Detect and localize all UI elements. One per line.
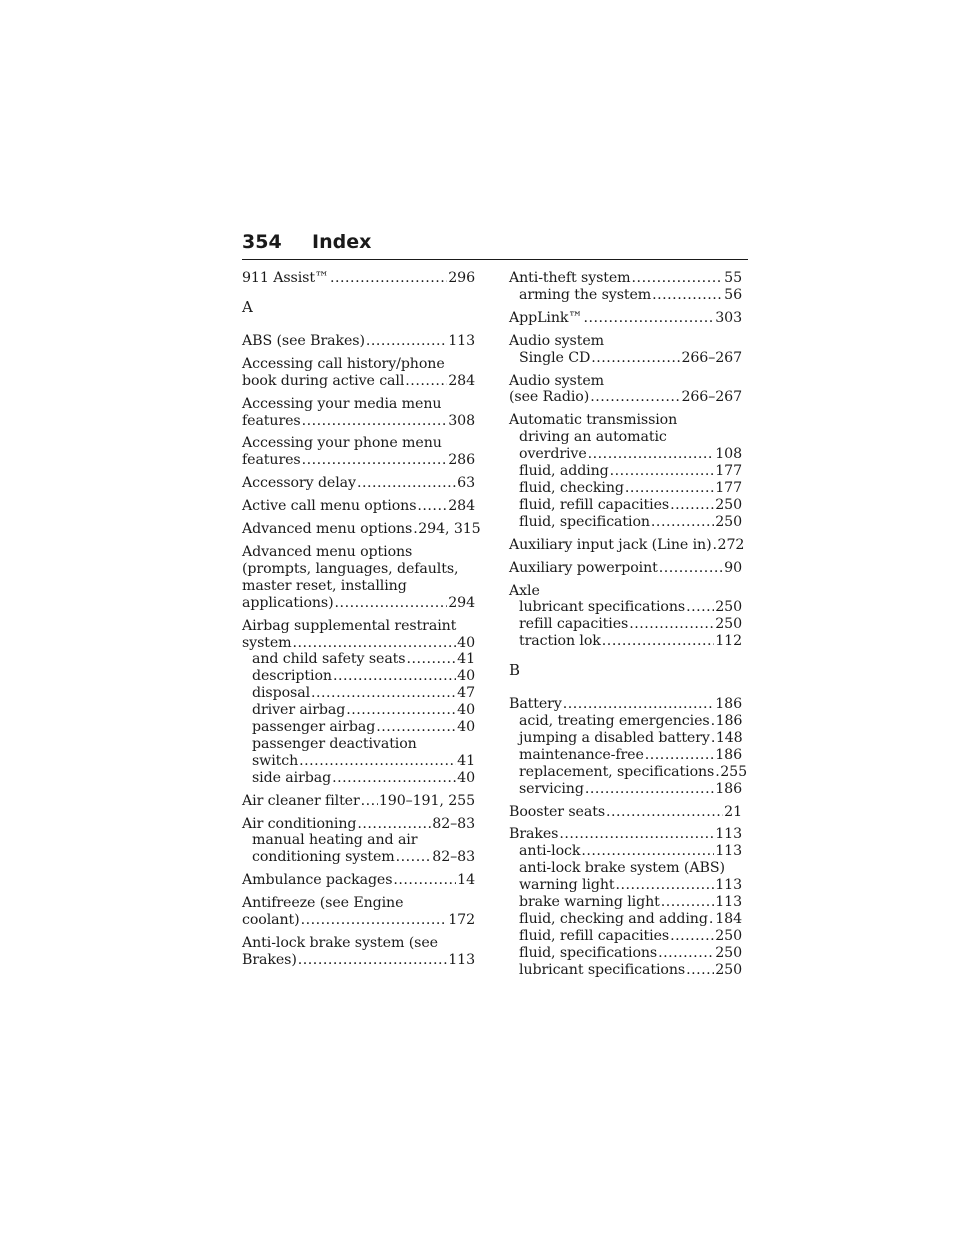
- entry-text: side airbag: [252, 769, 332, 786]
- index-subentry: [509, 928, 742, 945]
- index-subentry: [509, 763, 748, 781]
- index-entry: Accessing call history/phone book during active call ..... 284: [242, 356, 475, 390]
- dot-leader: [302, 452, 448, 469]
- dot-leader: [332, 770, 456, 787]
- page-ref: 55: [724, 270, 742, 286]
- page-ref: 186: [715, 713, 743, 730]
- dot-leader: [330, 270, 447, 287]
- entry-text: overdrive: [519, 446, 587, 463]
- dot-leader: [563, 696, 714, 713]
- entry-text: Active call menu options: [242, 498, 417, 515]
- index-subentry: [509, 894, 742, 911]
- page-ref: 40: [457, 702, 475, 719]
- dot-leader: [302, 413, 448, 430]
- page-header: [242, 229, 748, 260]
- dot-leader: [406, 651, 456, 668]
- entry-text: disposal: [252, 685, 311, 702]
- entry-text: AppLink™: [509, 309, 583, 326]
- index-subentry: [509, 446, 742, 463]
- entry-text: acid, treating emergencies: [519, 713, 710, 730]
- index-subentry: [509, 350, 742, 367]
- index-entry: Automatic transmission driving an automatic overdrive ..... 108 fluid, adding ..... 177 fluid, checking ..... 177 fluid, refill capacities ..... 250 fluid, specification ..... 250: [509, 412, 742, 530]
- entry-text: applications): [242, 594, 334, 611]
- dot-leader: [298, 952, 447, 969]
- page-ref: 41: [457, 651, 475, 668]
- page-ref: 266–267: [681, 349, 742, 366]
- section-letter: B: [509, 661, 521, 680]
- page-number: 354: [242, 231, 282, 253]
- entry-text: Ambulance packages: [242, 872, 393, 889]
- page-ref: 186: [715, 746, 742, 763]
- entry-text: maintenance-free: [519, 746, 644, 763]
- dot-leader: [606, 804, 723, 821]
- entry-text: servicing: [519, 780, 584, 797]
- dot-leader: [396, 849, 432, 866]
- dot-leader: [652, 287, 723, 304]
- page-ref: 40: [457, 719, 475, 736]
- entry-text: Auxiliary powerpoint: [509, 559, 658, 576]
- entry-text: book during active call: [242, 372, 405, 389]
- page-ref: 284: [448, 372, 475, 389]
- index-subentry: [242, 685, 475, 702]
- dot-leader: [361, 793, 378, 810]
- dot-leader: [659, 560, 723, 577]
- entry-text: traction lok: [519, 633, 601, 650]
- page-ref: 40: [457, 769, 475, 786]
- index-entry: Antifreeze (see Engine coolant) ..... 172: [242, 895, 475, 929]
- entry-text: features: [242, 452, 301, 469]
- index-subentry: [509, 463, 742, 480]
- index-subentry: [509, 713, 742, 730]
- entry-text: jumping a disabled battery: [519, 729, 710, 746]
- index-entry: Audio system Single CD ..... 266–267: [509, 333, 742, 367]
- entry-text: passenger airbag: [252, 719, 376, 736]
- dot-leader: [711, 730, 715, 747]
- page-ref: 108: [715, 446, 742, 463]
- dot-leader: [293, 635, 457, 652]
- page-ref: 308: [448, 412, 475, 429]
- index-entry: [509, 804, 742, 821]
- index-column-right: [509, 270, 748, 985]
- page-ref: 113: [448, 951, 475, 968]
- entry-text: 911 Assist™: [242, 270, 330, 286]
- page-ref: 294, 315: [418, 521, 481, 538]
- index-entry: Advanced menu options (prompts, languages, defaults, master reset, installing applications) ..... 294: [242, 544, 475, 612]
- page-ref: 250: [715, 496, 742, 513]
- index-subentry: [242, 668, 475, 685]
- dot-leader: [645, 747, 714, 764]
- dot-leader: [405, 373, 447, 390]
- index-entry: [242, 521, 481, 538]
- entry-text: driver airbag: [252, 702, 346, 719]
- entry-text: Air cleaner filter: [242, 792, 360, 809]
- page-ref: 82–83: [432, 815, 475, 832]
- entry-text: Brakes): [242, 951, 297, 968]
- entry-text: Air conditioning: [242, 815, 357, 832]
- index-entry: [242, 793, 475, 810]
- entry-text: fluid, specification: [519, 513, 650, 530]
- dot-leader: [590, 389, 680, 406]
- index-subentry: [509, 877, 742, 894]
- index-column-left: [242, 270, 481, 975]
- dot-leader: [625, 480, 714, 497]
- entry-text: switch: [252, 752, 299, 769]
- page-ref: 47: [457, 685, 475, 702]
- index-entry: Air conditioning ..... 82–83 manual heating and air conditioning system ..... 82–83: [242, 816, 475, 867]
- dot-leader: [661, 894, 715, 911]
- index-entry: Anti-lock brake system (see Brakes) ..... 113: [242, 935, 475, 969]
- page-ref: 113: [715, 894, 742, 911]
- index-subentry: [509, 287, 742, 304]
- page-ref: 90: [724, 559, 742, 576]
- dot-leader: [711, 713, 715, 730]
- entry-text: coolant): [242, 912, 300, 929]
- entry-text: Accessory delay: [242, 475, 356, 492]
- dot-leader: [357, 816, 431, 833]
- entry-text: fluid, checking and adding: [519, 911, 708, 927]
- dot-leader: [417, 498, 447, 515]
- dot-leader: [715, 764, 719, 781]
- page-ref: 112: [715, 633, 742, 650]
- index-subentry: [509, 514, 742, 531]
- index-subentry: [509, 599, 742, 616]
- index-subentry: [242, 719, 475, 736]
- page-ref: 250: [715, 944, 742, 961]
- index-subentry: [509, 480, 742, 497]
- dot-leader: [686, 599, 714, 616]
- index-entry: Accessing your phone menu features ..... 286: [242, 435, 475, 469]
- page-ref: 113: [448, 332, 475, 349]
- entry-text: refill capacities: [519, 616, 629, 633]
- dot-leader: [311, 685, 456, 702]
- page-ref: 148: [715, 729, 743, 746]
- index-subentry: [509, 633, 742, 650]
- dot-leader: [301, 912, 448, 929]
- entry-text: Advanced menu options: [242, 521, 413, 538]
- page-ref: 63: [457, 475, 475, 492]
- entry-text: anti-lock: [519, 843, 581, 860]
- page-ref: 303: [715, 309, 742, 326]
- dot-leader: [632, 270, 724, 287]
- index-subentry: [242, 770, 475, 787]
- page-ref: 286: [448, 452, 475, 469]
- dot-leader: [393, 872, 456, 889]
- index-subentry: [509, 962, 742, 979]
- index-subentry: [509, 781, 742, 798]
- entry-text: Battery: [509, 696, 562, 713]
- dot-leader: [610, 463, 715, 480]
- page-ref: 14: [457, 872, 475, 889]
- page-ref: 272: [717, 536, 745, 553]
- entry-text: fluid, adding: [519, 463, 609, 480]
- index-entry: [242, 498, 475, 515]
- index-entry: [509, 536, 745, 554]
- page-ref: 296: [448, 270, 475, 286]
- index-subentry: [509, 616, 742, 633]
- entry-text: fluid, refill capacities: [519, 927, 670, 944]
- entry-text: fluid, specifications: [519, 944, 658, 961]
- page-ref: 250: [715, 616, 742, 633]
- entry-text: replacement, specifications: [519, 763, 715, 780]
- entry-text: features: [242, 412, 301, 429]
- dot-leader: [615, 877, 714, 894]
- index-subentry: [509, 497, 742, 514]
- page-ref: 250: [715, 513, 742, 530]
- index-entry: [509, 270, 742, 304]
- page-ref: 294: [448, 594, 475, 611]
- page-ref: 21: [724, 803, 742, 820]
- page-ref: 190–191, 255: [378, 792, 475, 809]
- page-ref: 250: [715, 961, 742, 978]
- dot-leader: [366, 333, 447, 350]
- dot-leader: [333, 668, 456, 685]
- entry-text: conditioning system: [252, 849, 395, 866]
- dot-leader: [602, 633, 714, 650]
- index-entry: [509, 560, 742, 577]
- page-ref: 82–83: [432, 849, 475, 866]
- entry-text: arming the system: [519, 286, 652, 303]
- entry-text: fluid, refill capacities: [519, 496, 670, 513]
- entry-text: lubricant specifications: [519, 961, 686, 978]
- index-subentry: [509, 911, 742, 928]
- index-subentry: [509, 945, 742, 962]
- entry-text: Booster seats: [509, 803, 605, 820]
- dot-leader: [629, 616, 714, 633]
- page-ref: 40: [457, 668, 475, 685]
- entry-text: Anti-theft system: [509, 270, 631, 286]
- index-entry: Airbag supplemental restraint system ..... 40 and child safety seats ..... 41 description ..... 40 disposal ..... 47 driver airbag ..... 40 passenger airbag ..... 40 passenger deactivation switch ..... 41 side airbag ..... 40: [242, 618, 475, 787]
- page-ref: 177: [715, 463, 742, 480]
- dot-leader: [346, 702, 456, 719]
- page-ref: 266–267: [681, 389, 742, 406]
- entry-text: ABS (see Brakes): [242, 332, 365, 349]
- entry-text: system: [242, 634, 292, 651]
- entry-text: Brakes: [509, 826, 559, 843]
- dot-leader: [376, 719, 456, 736]
- dot-leader: [585, 781, 714, 798]
- page-ref: 113: [715, 826, 742, 843]
- dot-leader: [299, 753, 456, 770]
- index-entry: [242, 270, 475, 287]
- page-ref: 113: [715, 843, 742, 860]
- dot-leader: [658, 945, 714, 962]
- entry-text: lubricant specifications: [519, 599, 686, 616]
- page-ref: 40: [457, 634, 475, 651]
- page-ref: 255: [720, 763, 748, 780]
- page-ref: 41: [457, 752, 475, 769]
- entry-text: and child safety seats: [252, 651, 406, 668]
- dot-leader: [713, 537, 717, 554]
- entry-text: warning light: [519, 877, 615, 894]
- dot-leader: [686, 962, 714, 979]
- index-entry: Audio system (see Radio) ..... 266–267: [509, 373, 742, 407]
- page-title: Index: [312, 231, 372, 253]
- page-ref: 56: [724, 286, 742, 303]
- dot-leader: [357, 475, 456, 492]
- index-subentry: [509, 747, 742, 764]
- dot-leader: [559, 826, 714, 843]
- dot-leader: [651, 514, 714, 531]
- dot-leader: [670, 928, 714, 945]
- index-subentry: [242, 849, 475, 866]
- dot-leader: [581, 843, 714, 860]
- page-ref: 284: [448, 498, 475, 515]
- page-ref: 177: [715, 479, 742, 496]
- entry-text: Single CD: [519, 349, 591, 366]
- index-entry: [242, 333, 475, 350]
- index-subentry: [509, 730, 742, 747]
- index-subentry: [242, 753, 475, 770]
- entry-text: description: [252, 668, 332, 685]
- index-entry: [242, 872, 475, 889]
- index-entry: [509, 696, 748, 797]
- index-entry: Brakes ..... 113 anti-lock ..... 113 anti-lock brake system (ABS) warning light ..... 113 brake warning light ..... 113 fluid, checking and adding ..... 184 fluid, refill capacities ..... 250 fluid, specifications ..... 250 lubricant specifications ..... 250: [509, 826, 742, 978]
- dot-leader: [591, 350, 680, 367]
- section-letter: A: [242, 297, 253, 316]
- dot-leader: [588, 446, 715, 463]
- entry-text: fluid, checking: [519, 479, 624, 496]
- dot-leader: [670, 497, 714, 514]
- entry-text: (see Radio): [509, 389, 590, 406]
- index-entry: Accessing your media menu features ..... 308: [242, 396, 475, 430]
- dot-leader: [584, 310, 715, 327]
- index-entry: Axle lubricant specifications ..... 250 refill capacities ..... 250 traction lok ..... 112: [509, 583, 742, 651]
- index-entry: [509, 310, 742, 327]
- entry-text: Auxiliary input jack (Line in): [509, 536, 712, 553]
- page-ref: 250: [715, 599, 742, 616]
- page-ref: 184: [715, 911, 742, 927]
- index-subentry: [509, 843, 742, 860]
- page-ref: 186: [715, 696, 742, 713]
- dot-leader: [413, 521, 417, 538]
- index-subentry: [242, 651, 475, 668]
- page-ref: 186: [715, 780, 742, 797]
- index-entry: [242, 475, 475, 492]
- dot-leader: [335, 595, 448, 612]
- page-ref: 172: [448, 912, 475, 929]
- dot-leader: [709, 911, 714, 928]
- index-subentry: [242, 702, 475, 719]
- entry-text: brake warning light: [519, 894, 660, 911]
- page-ref: 113: [715, 877, 742, 894]
- page-ref: 250: [715, 927, 742, 944]
